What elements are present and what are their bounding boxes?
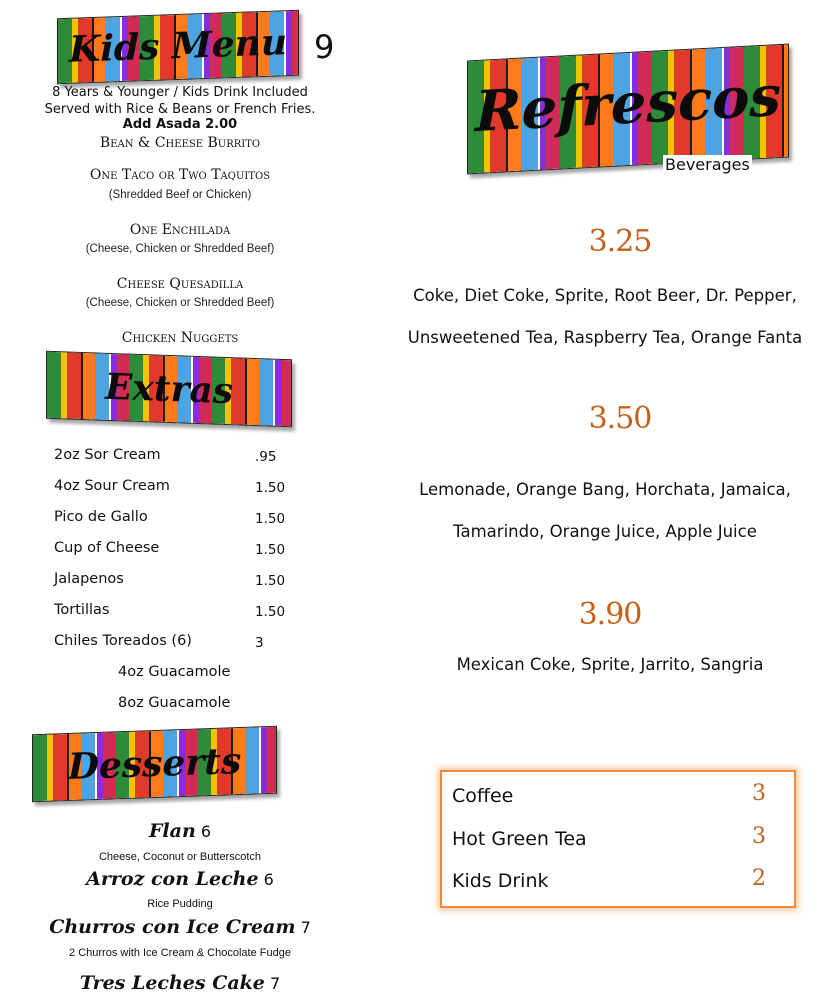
kids-menu-title: Kids Menu (68, 21, 288, 71)
extras-title: Extras (104, 365, 234, 413)
dessert-row (20, 972, 340, 994)
extra-item-name: Pico de Gallo (54, 509, 148, 525)
extra-item-price: 1.50 (255, 480, 286, 496)
hot-drink-name: Hot Green Tea (452, 828, 587, 850)
desserts-title: Desserts (67, 739, 242, 789)
kids-menu-price: 9 (314, 28, 335, 66)
kids-item-name: Bean & Cheese Burrito (99, 135, 261, 151)
hot-drink-price: 3 (752, 824, 766, 849)
refrescos-title: Refrescos (475, 62, 781, 146)
dessert-price: 6 (263, 870, 274, 889)
extra-item-price: 1.50 (255, 542, 286, 558)
dessert-row (10, 916, 350, 938)
hot-drink-name: Coffee (452, 785, 514, 807)
dessert-sub: Cheese, Coconut or Butterscotch (98, 851, 262, 863)
dessert-sub: Rice Pudding (147, 898, 213, 910)
beverage-list-line: Unsweetened Tea, Raspberry Tea, Orange Fanta (407, 328, 803, 347)
hot-drinks-box (440, 770, 796, 908)
beverage-price-heading: 3.90 (578, 597, 642, 632)
hot-drink-price: 2 (752, 866, 766, 891)
dessert-price: 7 (270, 974, 281, 993)
dessert-name: Flan (148, 820, 196, 842)
beverage-price-heading: 3.25 (588, 224, 652, 259)
hot-drink-price: 3 (752, 781, 766, 806)
kids-note-asada: Add Asada 2.00 (122, 117, 238, 132)
dessert-name: Churros con Ice Cream (49, 916, 296, 938)
kids-note-sides: Served with Rice & Beans or French Fries. (44, 102, 316, 117)
extra-item-name: 2oz Sor Cream (54, 447, 161, 463)
kids-item-name: One Taco or Two Taquitos (89, 167, 271, 183)
kids-item-sub: (Cheese, Chicken or Shredded Beef) (85, 243, 275, 255)
kids-item-name: One Enchilada (129, 222, 231, 238)
extra-item-name: Chiles Toreados (6) (54, 633, 192, 649)
extra-item-name: Cup of Cheese (54, 540, 160, 556)
beverage-list-line: Lemonade, Orange Bang, Horchata, Jamaica, (419, 480, 791, 499)
extra-item-price: 3 (255, 635, 264, 651)
extra-item-name: 8oz Guacamole (118, 695, 231, 711)
extra-item-name: 4oz Sour Cream (54, 478, 170, 494)
extra-item-price: .95 (255, 449, 277, 465)
kids-item-name: Cheese Quesadilla (116, 276, 244, 292)
kids-item-sub: (Shredded Beef or Chicken) (108, 189, 252, 201)
dessert-name: Tres Leches Cake (79, 972, 265, 994)
extra-item-price: 1.50 (255, 573, 286, 589)
extras-banner (46, 351, 292, 428)
dessert-price: 6 (200, 822, 212, 841)
beverage-list-line: Mexican Coke, Sprite, Jarrito, Sangria (456, 655, 764, 674)
kids-menu-banner (57, 10, 299, 84)
extra-item-price: 1.50 (255, 511, 286, 527)
hot-drink-name: Kids Drink (452, 870, 549, 892)
dessert-name: Arroz con Leche (86, 868, 259, 890)
refrescos-subtitle: Beverages (665, 155, 750, 174)
extra-item-name: 4oz Guacamole (118, 664, 231, 680)
kids-note-age: 8 Years & Younger / Kids Drink Included (52, 85, 308, 100)
kids-item-name: Chicken Nuggets (121, 330, 239, 346)
extra-item-name: Jalapenos (54, 571, 124, 587)
kids-item-sub: (Cheese, Chicken or Shredded Beef) (85, 297, 275, 309)
extra-item-price: 1.50 (255, 604, 286, 620)
extra-item-name: Tortillas (54, 602, 110, 618)
beverage-list-line: Tamarindo, Orange Juice, Apple Juice (453, 522, 757, 541)
dessert-row (20, 820, 340, 842)
dessert-sub: 2 Churros with Ice Cream & Chocolate Fudge (69, 947, 291, 959)
dessert-row (20, 868, 340, 890)
beverage-list-line: Coke, Diet Coke, Sprite, Root Beer, Dr. Pepper, (413, 286, 797, 305)
dessert-price: 7 (300, 918, 311, 937)
beverage-price-heading: 3.50 (588, 401, 652, 436)
desserts-banner (32, 726, 277, 803)
